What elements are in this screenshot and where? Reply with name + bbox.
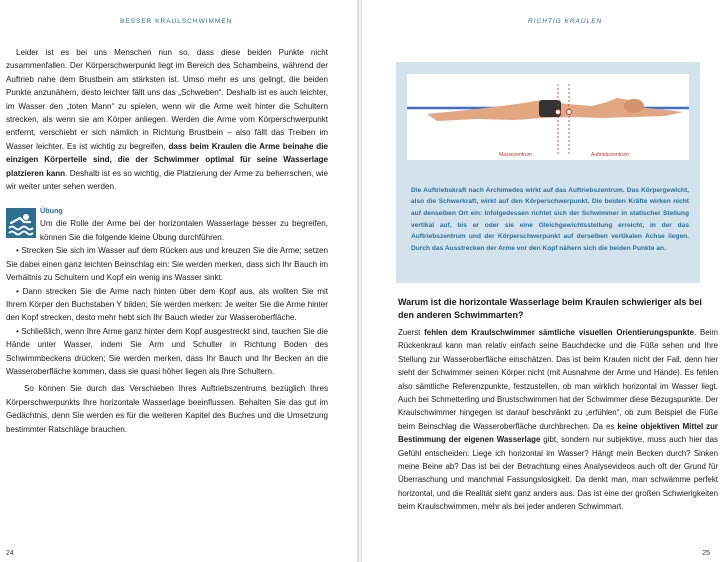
left-body-text [6, 46, 328, 436]
exercise-bullet-3: • Schließlich, wenn Ihre Arme ganz hinter dem Kopf ausgestreckt sind, tauchen Sie die Hände unter Wasser, indem Sie Arm und Schulter in Richtung Boden des Schwimmbeckens drücken; Sie werden merken, dass Ihr Bauch und Ihr Becken an die Wasseroberfläche kommen, dass sie quasi höher liegen als Ihre Schultern. [6, 326, 328, 376]
paragraph-intro [6, 46, 328, 193]
paragraph-conclusion: So können Sie durch das Verschieben Ihres Auftriebszentrums bezüglich Ihres Körperschwerpunkts Ihre horizontale Wasserlage beeinflussen. Behalten Sie das gut im Gedächtnis, denn Sie werden es für die weiteren Kapitel des Buches und die Umsetzung bestimmter Ratschläge brauchen. [6, 384, 328, 434]
exercise-bullet-1: • Strecken Sie sich im Wasser auf dem Rücken aus und kreuzen Sie die Arme; setzen Sie dabei einen ganz leichten Beinschlag ein: Sie werden merken, dass sich Ihr Bauch im Verhältnis zu Schultern und Kopf ein wenig ins Wasser sinkt. [6, 246, 328, 283]
paragraph-intro-text-a: Leider ist es bei uns Menschen nun so, dass diese beiden Punkte nicht zusammenfallen. Der Körperschwerpunkt liegt im Bereich des Schambeins, während der Auftrieb nahe dem Brustbein am stärksten ist. Umso mehr es uns gelingt, die beiden Punkte anzunähern, desto leichter fällt uns das „Schweben“. Deshalb ist es auch leichter, im Wasser den „toten Mann“ zu spielen, wenn wir die Arme weit hinter die Schultern strecken, als wenn sie am Körper anliegen. Werden die Arme vom Körperschwerpunkt entfernt, verschiebt er sich nämlich in Richtung Brustbein – also fällt das Treiben im Wasser leichter. Es ist wichtig zu begreifen, [6, 48, 328, 151]
exercise-intro: Um die Rolle der Arme bei der horizontalen Wasserlage besser zu begreifen, können Sie die folgende kleine Übung durchführen. [40, 219, 328, 242]
exercise-heading: Übung [40, 206, 63, 216]
swimmer-illustration [407, 74, 689, 160]
paragraph-intro-text-b: . Deshalb ist es so wichtig, die Platzierung der Arme zu beherrschen, wie wir weiter unter sehen werden. [6, 168, 328, 192]
figure-box [396, 62, 700, 283]
running-head-right: RICHTIG KRAULEN [528, 18, 603, 25]
paragraph-main-bold-1: fehlen dem Kraulschwimmer sämtliche visuellen Orientierungspunkte [424, 328, 695, 337]
label-buoyancy-center: Auftriebszentrum [591, 152, 629, 158]
swimmer-icon [6, 208, 36, 238]
paragraph-intro-bold: dass beim Kraulen die Arme beinahe die einzigen Körperteile sind, die der Schwimmer optimal für seine Wasserlage platzieren kann [6, 141, 328, 178]
paragraph-main-text-1: Zuerst [398, 328, 425, 337]
right-page [362, 0, 720, 562]
paragraph-main [398, 326, 718, 514]
paragraph-main-text-3: gibt, sondern nur subjektive, muss auch hier das Gefühl entscheiden: Liege ich horizontal im Wasser? Hängt mein Becken durch? Sinken meine Beine ab? Das ist bei der Betrachtung eines Analysevideos auch oft der Grund für Überraschung und manchmal Fassungslosigkeit. Da denkt man, man schwämme perfekt horizontal, und die Realität sieht ganz anders aus. Das ist eine der großen Schwierigkeiten beim Kraulschwimmen, mehr als bei jeder anderen Schwimmart. [398, 435, 718, 512]
label-mass-center: Massezentrum [499, 152, 532, 158]
paragraph-main-bold-2: keine objektiven Mittel zur Bestimmung der eigenen Wasserlage [398, 421, 719, 445]
page-number-left: 24 [6, 550, 14, 557]
section-heading: Warum ist die horizontale Wasserlage beim Kraulen schwieriger als bei den anderen Schwimmarten? [398, 297, 702, 320]
running-head-left: BESSER KRAULSCHWIMMEN [120, 18, 233, 25]
right-body-text [398, 326, 718, 514]
exercise-box [6, 204, 328, 378]
figure-caption: Die Auftriebskraft nach Archimedes wirkt auf das Auftriebszentrum. Das Körpergewicht, also die Schwerkraft, wirkt auf den Körperschwerpunkt. Die beiden Kräfte wirken nicht auf denselben Ort ein: Infolgedessen richtet sich der Schwimmer in statischer Stellung vertikal auf, bis er oder sie eine Gleichgewichtsstellung erreicht, in der das Auftriebszentrum und der Körperschwerpunkt auf derselben vertikalen Achse liegen. Durch das Ausstrecken der Arme vor den Kopf nähern sich die beiden Punkte an. [411, 186, 689, 253]
left-page [0, 0, 358, 562]
page-number-right: 25 [702, 550, 710, 557]
exercise-bullet-2: • Dann strecken Sie die Arme nach hinten über dem Kopf aus, als wollten Sie mit Ihrem Körper den Buchstaben Y bilden; Sie werden merken: Je weiter Sie die Arme hinter den Kopf strecken, desto mehr hebt sich Ihr Bauch wieder zur Wasseroberfläche. [6, 286, 328, 323]
paragraph-main-text-2: . Beim Rückenkraul kann man relativ einfach seine Bauchdecke und die Füße sehen und Ihre Stellung zur Wasseroberfläche einschätzen. Das ist beim Kraulen nicht der Fall, denn hier sieht der Schwimmer seinen Körper nicht (mit Ausnahme der Arme und Hände). Es fehlen also sämtliche Referenzpunkte, festzustellen, ob man wirklich horizontal im Wasser liegt. Auch bei Schmetterling und Brustschwimmen hat der Schwimmer diese Bezugspunkte. Der Kraulschwimmer hingegen ist darauf beschränkt zu „erfühlen“, ob zum Beispiel die Füße beim Beinschlag die Wasseroberfläche durchbrechen. Da es [398, 328, 718, 431]
